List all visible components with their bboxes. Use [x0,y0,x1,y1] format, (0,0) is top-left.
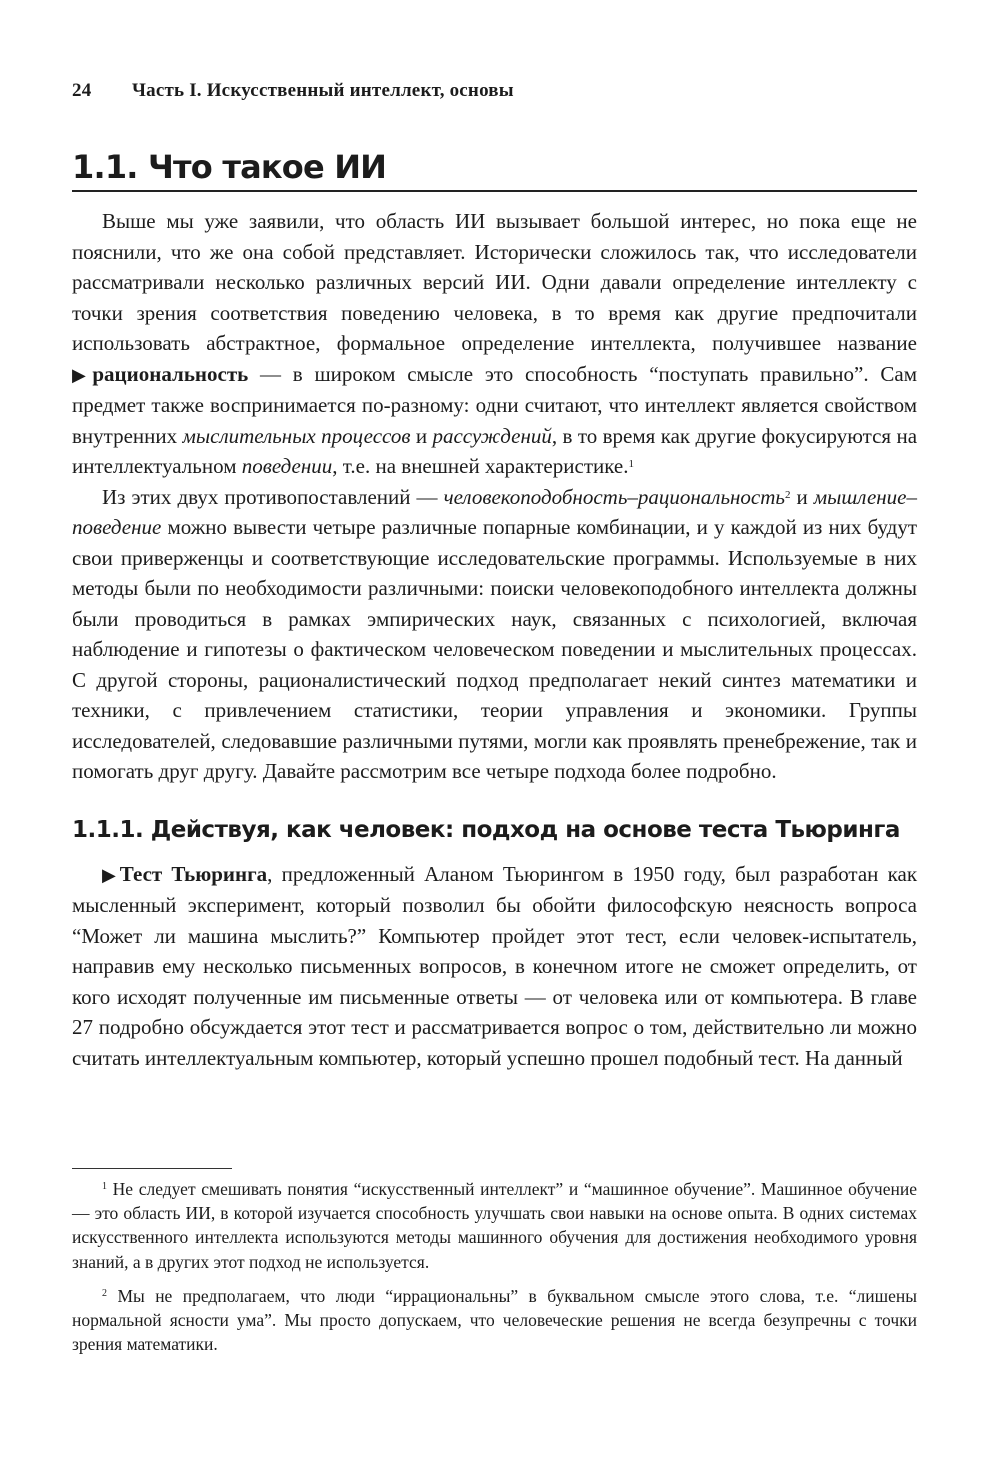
paragraph-1 [72,206,917,482]
subsection-heading: 1.1.1. Действуя, как человек: подход на основе теста Тьюринга [72,816,900,843]
body-text [72,206,917,1073]
footnote-mark: 2 [102,1287,107,1299]
footnote-text: Не следует смешивать понятия “искусственный интеллект” и “машинное обучение”. Машинное обучение — это область ИИ, в которой изучается способность улучшать свои навыки на основе опыта. В одних системах искусственного интеллекта используются методы машинного обучения для достижения необходимого уровня знаний, а в других этот подход не используется. [72,1179,917,1272]
footnote-ref-1[interactable]: 1 [628,458,634,470]
key-term-rationality: рациональность [92,361,249,386]
term-marker-icon: ▶ [102,864,120,885]
text-run: и [410,423,433,448]
footnote-divider [72,1168,232,1169]
footnote-text: Мы не предполагаем, что люди “иррациональны” в буквальном смысле этого слова, т.е. “лишены нормальной ясности ума”. Мы просто допускаем, что человеческие решения не всегда безупречны с точки зрения математики. [72,1285,917,1355]
italic-term: поведении [241,454,333,478]
text-run: — в широком смысле это способность “поступать правильно”. Сам предмет также воспринимается по-разному: одни считают, что интеллект является свойством внутренних [72,361,918,448]
key-term-turing-test: Тест Тьюринга [119,861,268,886]
term-marker-icon: ▶ [72,364,93,385]
text-run: , предложенный Аланом Тьюрингом в 1950 году, был разработан как мысленный эксперимент, который позволил бы обойти философскую неясность вопроса “Может ли машина мыслить?” Компьютер пройдет этот тест, если человек-испытатель, направив ему несколько письменных вопросов, в конечном итоге не сможет определить, от кого исходят полученные им письменные ответы — от человека или от компьютера. В главе 27 подробно обсуждается этот тест и рассматривается вопрос о том, действительно ли можно считать интеллектуальным компьютер, который успешно прошел подобный тест. На данный [72,861,918,1070]
footnotes [72,1177,917,1366]
footnote-ref-2[interactable]: 2 [784,488,791,501]
section-heading: 1.1. Что такое ИИ [72,148,917,192]
running-header [72,80,514,102]
footnote-mark: 1 [102,1181,107,1192]
text-run: можно вывести четыре различные попарные комбинации, и у каждой из них будут свои приверженцы и соответствующие исследовательские программы. Используемые в них методы были по необходимости различными: поиски человекоподобного интеллекта должны были проводиться в рамках эмпирических наук, связанных с психологией, включая наблюдение и гипотезы о фактическом человеческом поведении и мыслительных процессах. С другой стороны, рационалистический подход предполагает некий синтез математики и техники, с привлечением статистики, теории управления и экономики. Группы исследователей, следовавшие различными путями, могли как проявлять пренебрежение, так и помогать друг другу. Давайте рассмотрим все четыре подхода более подробно. [72,515,917,783]
paragraph-2 [72,482,917,787]
italic-term: человекоподобность–рациональность [443,484,785,509]
text-run: и [790,484,814,509]
text-run: , в то время как другие фокусируются на интеллектуальном [72,423,918,478]
text-run: Выше мы уже заявили, что область ИИ вызывает большой интерес, но пока еще не пояснили, что же она собой представляет. Исторически сложилось так, что исследователи рассматривали несколько различных версий ИИ. Одни давали определение интеллекту с точки зрения соответствия поведению человека, в то время как другие предпочитали использовать абстрактное, формальное определение интеллекта, получившее название [72,209,917,355]
italic-term: мышление–поведение [72,484,917,539]
footnote-1 [72,1177,917,1274]
italic-term: мыслительных процессов [182,423,411,448]
italic-term: рассуждений [432,423,552,448]
footnote-2 [72,1284,917,1357]
text-run: Из этих двух противопоставлений — [102,484,444,509]
page-number: 24 [72,80,92,101]
text-run: , т.е. на внешней характеристике. [332,454,629,478]
running-title: Часть I. Искусственный интеллект, основы [132,80,514,101]
paragraph-3 [72,859,917,1074]
